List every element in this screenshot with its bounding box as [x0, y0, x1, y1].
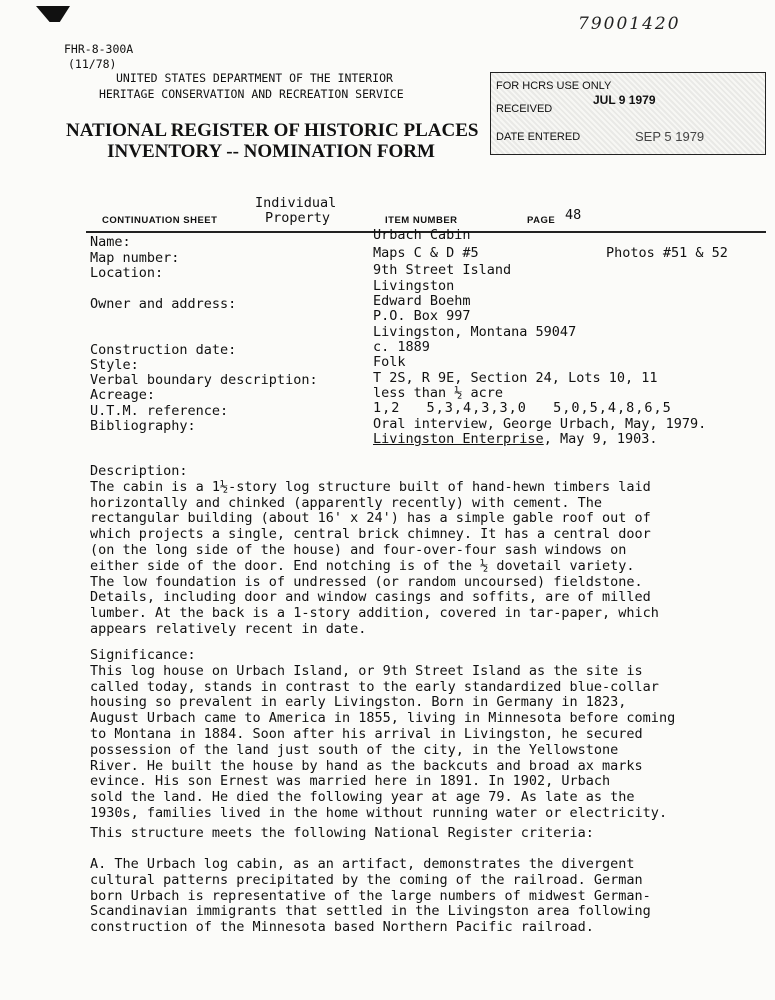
continuation-value-line2: Property	[265, 210, 331, 226]
bibliography-source-date: , May 9, 1903.	[543, 431, 658, 447]
significance-line: This log house on Urbach Island, or 9th Street Island as the site is	[90, 662, 643, 679]
bibliography-label: Bibliography:	[90, 418, 196, 434]
acreage-label: Acreage:	[90, 387, 156, 403]
description-line: either side of the door. End notching is of the ½ dovetail variety.	[90, 557, 635, 574]
continuation-sheet-label: CONTINUATION SHEET	[102, 215, 218, 226]
criteria-line: A. The Urbach log cabin, as an artifact, demonstrates the divergent	[90, 856, 635, 872]
significance-section	[90, 648, 770, 822]
description-line: (on the long side of the house) and four-over-four sash windows on	[90, 541, 627, 558]
description-line: The low foundation is of undressed (or random uncoursed) fieldstone.	[90, 573, 643, 590]
description-line: rectangular building (about 16' x 24') has a simple gable roof out of	[90, 510, 651, 527]
owner-label: Owner and address:	[90, 296, 237, 312]
form-title-line1: NATIONAL REGISTER OF HISTORIC PLACES	[66, 120, 479, 141]
utm-zone: 1,2	[373, 400, 401, 416]
page-label: PAGE	[527, 215, 556, 226]
bibliography-line2	[373, 432, 657, 447]
significance-line: River. He built the house by hand as the backcuts and broad ax marks	[90, 757, 643, 774]
hcrs-use-box	[490, 72, 766, 155]
received-date-stamp: JUL 9 1979	[593, 93, 656, 107]
acreage-value: less than ½ acre	[373, 385, 504, 401]
date-entered-label: DATE ENTERED	[496, 131, 581, 143]
photos-value: Photos #51 & 52	[606, 245, 728, 261]
criteria-line: born Urbach is representative of the large numbers of midwest German-	[90, 887, 651, 904]
date-entered-stamp: SEP 5 1979	[635, 129, 705, 144]
construction-date-label: Construction date:	[90, 342, 237, 358]
description-line: appears relatively recent in date.	[90, 620, 367, 637]
location-line2: Livingston	[373, 278, 455, 294]
style-value: Folk	[373, 354, 406, 370]
significance-line: evince. His son Ernest was married here in 1891. In 1902, Urbach	[90, 773, 611, 790]
criteria-intro-text: This structure meets the following National Register criteria:	[90, 825, 594, 841]
continuation-value-line1: Individual	[255, 195, 337, 211]
utm-values	[373, 401, 672, 416]
criteria-line: cultural patterns precipitated by the coming of the railroad. German	[90, 871, 643, 888]
style-label: Style:	[90, 357, 139, 373]
utm-northing: 5,0,5,4,8,6,5	[553, 400, 672, 416]
description-line: horizontally and chinked (apparently recently) with cement. The	[90, 494, 603, 511]
criteria-line: construction of the Minnesota based Northern Pacific railroad.	[90, 919, 594, 936]
boundary-value: T 2S, R 9E, Section 24, Lots 10, 11	[373, 370, 658, 386]
name-value: Urbach Cabin	[373, 227, 471, 243]
map-number-label: Map number:	[90, 250, 180, 266]
corner-mark	[36, 6, 70, 22]
bibliography-source-title: Livingston Enterprise	[373, 431, 544, 447]
form-date: (11/78)	[68, 57, 117, 71]
significance-line: sold the land. He died the following year at age 79. As late as the	[90, 789, 635, 806]
page-number: 48	[565, 207, 582, 223]
significance-heading: Significance:	[90, 647, 196, 663]
owner-line2: P.O. Box 997	[373, 308, 471, 324]
utm-easting: 5,3,4,3,3,0	[426, 400, 527, 416]
received-label: RECEIVED	[496, 103, 553, 115]
map-number-value: Maps C & D #5	[373, 245, 479, 261]
item-number-label: ITEM NUMBER	[385, 215, 458, 226]
boundary-label: Verbal boundary description:	[90, 372, 318, 388]
location-label: Location:	[90, 265, 164, 281]
construction-date-value: c. 1889	[373, 339, 430, 355]
significance-line: 1930s, families lived in the home without running water or electricity.	[90, 804, 668, 821]
criteria-line: Scandinavian immigrants that settled in the Livingston area following	[90, 903, 651, 920]
utm-label: U.T.M. reference:	[90, 403, 229, 419]
location-line1: 9th Street Island	[373, 262, 512, 278]
description-line: The cabin is a 1½-story log structure built of hand-hewn timbers laid	[90, 478, 651, 495]
form-number: FHR-8-300A	[64, 42, 134, 56]
owner-line1: Edward Boehm	[373, 293, 471, 309]
owner-line3: Livingston, Montana 59047	[373, 324, 577, 340]
handwritten-reference-number: 79001420	[578, 14, 681, 34]
form-title-line2: INVENTORY -- NOMINATION FORM	[107, 141, 435, 162]
service-name: HERITAGE CONSERVATION AND RECREATION SERVICE	[99, 87, 404, 101]
description-line: lumber. At the back is a 1-story addition, covered in tar-paper, which	[90, 605, 659, 622]
hcrs-use-label: FOR HCRS USE ONLY	[496, 80, 612, 92]
bibliography-line1: Oral interview, George Urbach, May, 1979.	[373, 416, 707, 432]
description-section	[90, 464, 770, 638]
name-label: Name:	[90, 234, 131, 250]
criteria-intro	[90, 826, 770, 842]
significance-line: August Urbach came to America in 1855, living in Minnesota before coming	[90, 710, 676, 727]
significance-line: to Montana in 1884. Soon after his arrival in Livingston, he secured	[90, 725, 643, 742]
significance-line: called today, stands in contrast to the early standardized blue-collar	[90, 678, 659, 695]
department-name: UNITED STATES DEPARTMENT OF THE INTERIOR	[116, 71, 393, 85]
description-line: Details, including door and window casings and soffits, are of milled	[90, 589, 651, 606]
description-line: which projects a single, central brick chimney. It has a central door	[90, 526, 651, 543]
significance-line: possession of the land just south of the city, in the Yellowstone	[90, 741, 619, 758]
significance-line: housing so prevalent in early Livingston. Born in Germany in 1823,	[90, 694, 627, 711]
criteria-section	[90, 857, 770, 936]
description-heading: Description:	[90, 463, 188, 479]
